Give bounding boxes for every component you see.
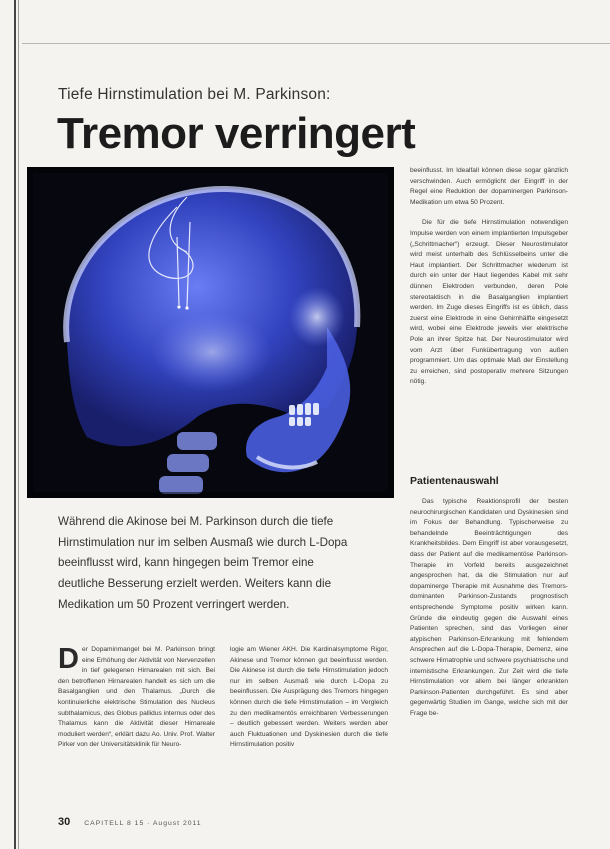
body-text-col3c: Das typische Reaktionsprofil der besten neurochirurgischen Kandidaten und Dyskinesien sind im Fokus der Behandlung. Typischerweise zu behandelnde Beeinträchtigungen des Krankheitsbildes. Dem Eingriff ist aber vorausgesetzt, dass der Patient auf die medikamentöse Parkinson-Therapie im Vorfeld bereits ausgezeichnet angesprochen hat, da die Stimulation nur auf dopaminerge Therapie mit Ausnahme des Tremors-dominanten Parkinson-Zustands prognostisch entsprechende Symptome positiv wirken kann. Gründe die eindeutig gegen die Auswahl eines Patienten sprechen, sind das Vorliegen einer atypischen Parkinson-Erkrankung mit fehlendem Ansprechen auf die L-Dopa-Therapie, Demenz, eine schwere Hirnatrophie und schwere psychiatrische und internistische Erkrankungen. Zur Zeit wird die tiefe Hirnstimulation vor allem bei länger erkrankten Parkinson-Patienten durchgeführt. Es sind aber gegenwärtig Studien im Gange, welche sich mit der Frage be- xyxy=(410,498,568,717)
body-text-col2: logie am Wiener AKH. Die Kardinalsymptome Rigor, Akinese und Tremor können gut beeinflusst werden. Die Akinese ist durch die tiefe Hirnstimulation jedoch nur im selben Ausmaß wie durch L-Dopa zu beeinflussen. Die Ausprägung des Tremors hingegen können durch die tiefe Hirnstimulation – im Vergleich zu den medikamentös erreichbaren Verbesserungen – deutlich gebessert werden. Weiters werden aber auch Fluktuationen und Dyskinesien durch die tiefe Hirnstimulation positiv xyxy=(230,646,388,749)
publication-info: CAPITELL 8 15 · August 2011 xyxy=(84,820,202,827)
lead-text: Während die Akinose bei M. Parkinson durch die tiefe Hirnstimulation nur im selben Ausmaß wie durch L-Dopa beeinflusst wird, kann hingegen beim Tremor eine deutliche Besserung erzielt werden. Weiters kann die Medikation um 50 Prozent verringert werden. xyxy=(58,515,348,611)
body-column-3-bottom xyxy=(410,497,568,719)
body-column-2 xyxy=(230,645,388,751)
body-text-col3b: Die für die tiefe Hirnstimulation notwendigen Impulse werden von einem implantierten Impulsgeber („Schrittmacher“) erzeugt. Dieser Neurostimulator wird meist unterhalb des Schlüsselbeins unter die Haut implantiert. Der Schrittmacher wiederum ist durch ein unter der Haut liegendes Kabel mit sehr dünnen Elektroden verbunden, deren Pole stereotaktisch in die Basalganglien implantiert werden. Im Zuge dieses Eingriffs ist es üblich, dass zuerst eine Elektrode in eine Gehirnhälfte eingesetzt wird, wobei eine Elektrode jeweils vier elektrische Pole an ihrer Spitze hat. Der Neurostimulator wird vom Arzt über Funkübertragung von außen programmiert. Um das optimale Maß der Einstellung zu erreichen, sind postoperativ mehrere Sitzungen nötig. xyxy=(410,219,568,386)
article-headline: Tremor verringert xyxy=(57,109,416,158)
body-text-col3a: beeinflusst. Im Idealfall können diese sogar gänzlich verschwinden. Auch ermöglicht der Eingriff in der Regel eine Reduktion der dopaminergen Parkinson-Medikation um etwa 50 Prozent. xyxy=(410,167,568,206)
page-binding-edge xyxy=(14,0,16,849)
skull-xray-image xyxy=(27,167,394,498)
page-footer xyxy=(58,816,202,828)
top-rule xyxy=(22,43,610,44)
drop-cap: D xyxy=(58,643,79,675)
section-heading: Patientenauswahl xyxy=(410,475,499,487)
page-number: 30 xyxy=(58,816,71,828)
article-kicker: Tiefe Hirnstimulation bei M. Parkinson: xyxy=(58,86,331,103)
article-lead xyxy=(58,512,358,616)
body-column-3-top xyxy=(410,166,568,388)
page-binding-edge-inner xyxy=(18,0,19,849)
body-column-1 xyxy=(58,645,215,751)
body-text-col1: er Dopaminmangel bei M. Parkinson bringt eine Erhöhung der Aktivität von Nervenzellen in tief gelegenen Hirnarealen mit sich. Bei den betroffenen Hirnarealen handelt es sich um die Basalganglien und den Thalamus. „Durch die kontinuierliche elektrische Stimulation des Nucleus subthalamicus, des Globus pallidus internus oder des Thalamus kann die Aktivität dieser Hirnareale moduliert werden“, erklärt dazu Ao. Univ. Prof. Walter Pirker von der Universitätsklinik für Neuro- xyxy=(58,646,215,749)
